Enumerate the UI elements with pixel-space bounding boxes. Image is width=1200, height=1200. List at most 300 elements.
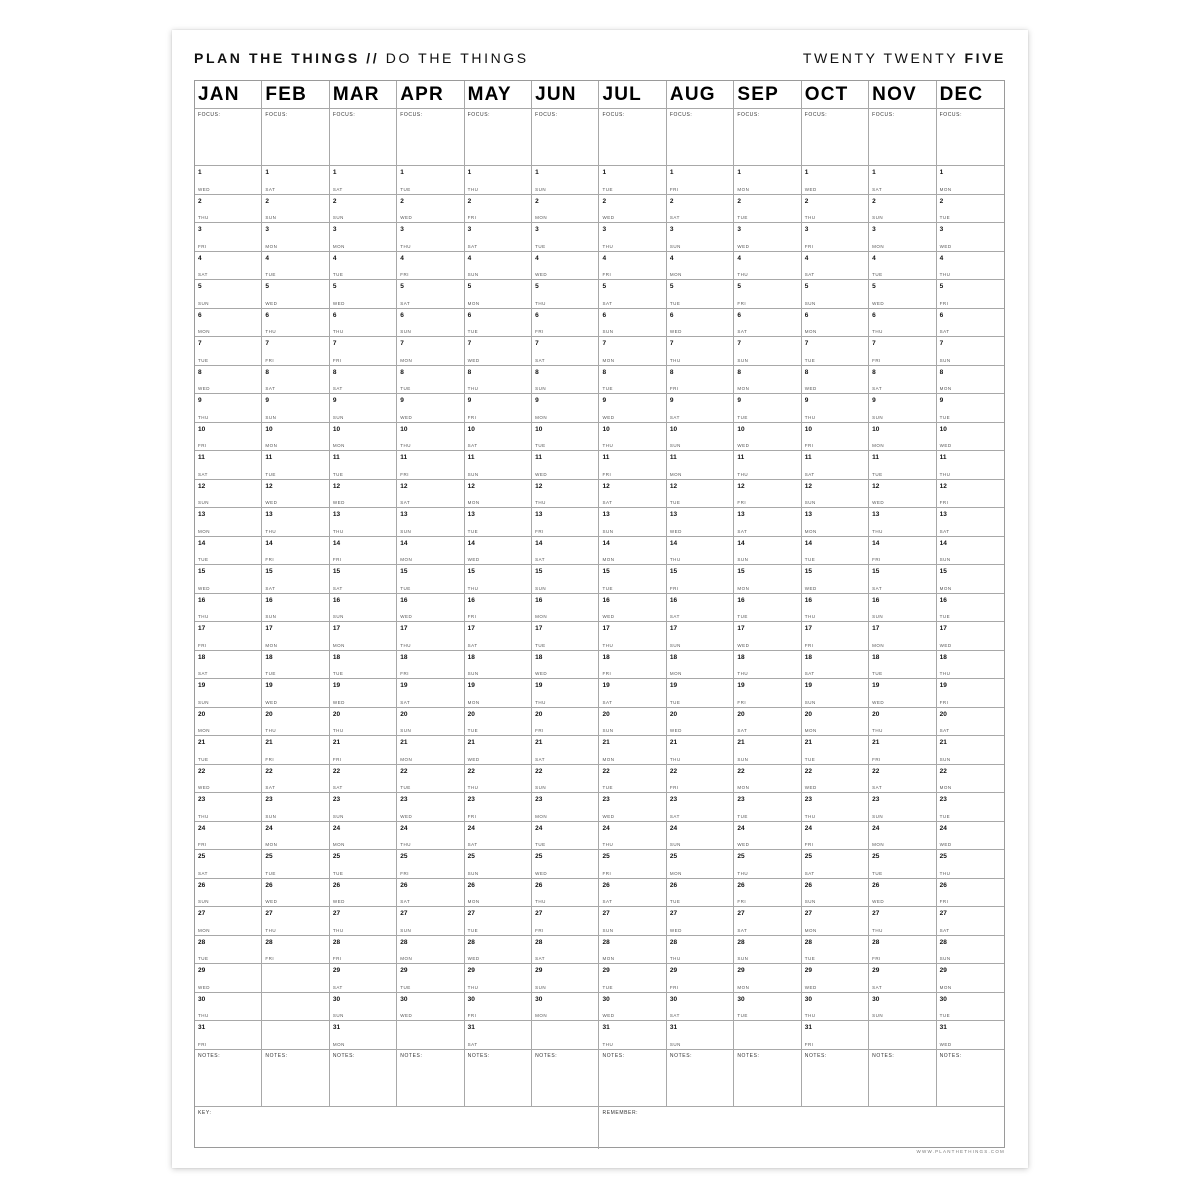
day-cell[interactable] xyxy=(330,594,397,623)
day-cell[interactable] xyxy=(869,736,936,765)
day-cell[interactable] xyxy=(599,366,666,395)
day-cell[interactable] xyxy=(465,565,532,594)
day-cell[interactable] xyxy=(195,765,262,794)
day-cell[interactable] xyxy=(532,822,599,851)
day-cell[interactable] xyxy=(599,195,666,224)
day-cell[interactable] xyxy=(330,822,397,851)
day-cell[interactable] xyxy=(802,366,869,395)
focus-cell[interactable] xyxy=(937,109,1004,166)
day-cell[interactable] xyxy=(532,622,599,651)
day-cell[interactable] xyxy=(802,1021,869,1050)
day-cell[interactable] xyxy=(802,594,869,623)
day-cell[interactable] xyxy=(869,993,936,1022)
day-cell[interactable] xyxy=(465,651,532,680)
day-cell[interactable] xyxy=(869,366,936,395)
day-cell[interactable] xyxy=(262,366,329,395)
day-cell[interactable] xyxy=(734,337,801,366)
day-cell[interactable] xyxy=(869,850,936,879)
day-cell[interactable] xyxy=(667,537,734,566)
day-cell[interactable] xyxy=(734,765,801,794)
day-cell[interactable] xyxy=(667,850,734,879)
day-cell[interactable] xyxy=(734,166,801,195)
day-cell[interactable] xyxy=(397,822,464,851)
day-cell[interactable] xyxy=(330,537,397,566)
day-cell[interactable] xyxy=(937,708,1004,737)
day-cell[interactable] xyxy=(599,708,666,737)
day-cell[interactable] xyxy=(397,594,464,623)
focus-cell[interactable] xyxy=(195,109,262,166)
day-cell[interactable] xyxy=(465,1021,532,1050)
day-cell[interactable] xyxy=(195,651,262,680)
day-cell[interactable] xyxy=(802,907,869,936)
day-cell[interactable] xyxy=(532,879,599,908)
day-cell[interactable] xyxy=(667,480,734,509)
day-cell[interactable] xyxy=(937,850,1004,879)
day-cell[interactable] xyxy=(330,651,397,680)
day-cell[interactable] xyxy=(667,936,734,965)
day-cell[interactable] xyxy=(734,394,801,423)
day-cell[interactable] xyxy=(532,166,599,195)
day-cell[interactable] xyxy=(937,195,1004,224)
day-cell[interactable] xyxy=(802,223,869,252)
notes-cell[interactable] xyxy=(195,1050,262,1107)
day-cell[interactable] xyxy=(802,565,869,594)
day-cell[interactable] xyxy=(937,822,1004,851)
day-cell[interactable] xyxy=(802,537,869,566)
day-cell[interactable] xyxy=(532,964,599,993)
day-cell[interactable] xyxy=(734,309,801,338)
day-cell[interactable] xyxy=(599,223,666,252)
day-cell[interactable] xyxy=(869,879,936,908)
focus-cell[interactable] xyxy=(532,109,599,166)
day-cell[interactable] xyxy=(262,936,329,965)
day-cell[interactable] xyxy=(330,337,397,366)
day-cell[interactable] xyxy=(262,594,329,623)
day-cell[interactable] xyxy=(869,651,936,680)
day-cell[interactable] xyxy=(599,423,666,452)
day-cell[interactable] xyxy=(330,708,397,737)
day-cell[interactable] xyxy=(330,366,397,395)
day-cell[interactable] xyxy=(667,765,734,794)
day-cell[interactable] xyxy=(869,309,936,338)
day-cell[interactable] xyxy=(465,822,532,851)
day-cell[interactable] xyxy=(734,223,801,252)
day-cell[interactable] xyxy=(802,423,869,452)
day-cell[interactable] xyxy=(397,309,464,338)
day-cell[interactable] xyxy=(262,679,329,708)
day-cell[interactable] xyxy=(802,480,869,509)
day-cell[interactable] xyxy=(397,166,464,195)
day-cell[interactable] xyxy=(465,508,532,537)
day-cell[interactable] xyxy=(869,936,936,965)
day-cell[interactable] xyxy=(599,1021,666,1050)
focus-cell[interactable] xyxy=(330,109,397,166)
day-cell[interactable] xyxy=(465,736,532,765)
day-cell[interactable] xyxy=(397,223,464,252)
day-cell[interactable] xyxy=(465,480,532,509)
day-cell[interactable] xyxy=(330,765,397,794)
day-cell[interactable] xyxy=(869,451,936,480)
day-cell[interactable] xyxy=(532,223,599,252)
day-cell[interactable] xyxy=(465,964,532,993)
day-cell[interactable] xyxy=(667,394,734,423)
day-cell[interactable] xyxy=(532,337,599,366)
day-cell[interactable] xyxy=(195,679,262,708)
day-cell[interactable] xyxy=(330,679,397,708)
focus-cell[interactable] xyxy=(869,109,936,166)
day-cell[interactable] xyxy=(532,508,599,537)
day-cell[interactable] xyxy=(397,993,464,1022)
day-cell[interactable] xyxy=(465,309,532,338)
day-cell[interactable] xyxy=(262,708,329,737)
day-cell[interactable] xyxy=(330,850,397,879)
day-cell[interactable] xyxy=(195,166,262,195)
focus-cell[interactable] xyxy=(262,109,329,166)
day-cell[interactable] xyxy=(937,907,1004,936)
day-cell[interactable] xyxy=(802,964,869,993)
day-cell[interactable] xyxy=(397,480,464,509)
day-cell[interactable] xyxy=(734,736,801,765)
day-cell[interactable] xyxy=(532,480,599,509)
day-cell[interactable] xyxy=(397,195,464,224)
day-cell[interactable] xyxy=(262,394,329,423)
day-cell[interactable] xyxy=(465,679,532,708)
day-cell[interactable] xyxy=(195,480,262,509)
day-cell[interactable] xyxy=(599,907,666,936)
day-cell[interactable] xyxy=(397,708,464,737)
day-cell[interactable] xyxy=(802,736,869,765)
day-cell[interactable] xyxy=(599,964,666,993)
day-cell[interactable] xyxy=(532,394,599,423)
notes-cell[interactable] xyxy=(937,1050,1004,1107)
day-cell[interactable] xyxy=(262,195,329,224)
day-cell[interactable] xyxy=(330,1021,397,1050)
day-cell[interactable] xyxy=(937,793,1004,822)
day-cell[interactable] xyxy=(802,195,869,224)
day-cell[interactable] xyxy=(262,736,329,765)
day-cell[interactable] xyxy=(397,337,464,366)
day-cell[interactable] xyxy=(195,508,262,537)
day-cell[interactable] xyxy=(599,594,666,623)
day-cell[interactable] xyxy=(397,423,464,452)
day-cell[interactable] xyxy=(397,565,464,594)
day-cell[interactable] xyxy=(532,850,599,879)
notes-cell[interactable] xyxy=(599,1050,666,1107)
day-cell[interactable] xyxy=(937,309,1004,338)
day-cell[interactable] xyxy=(465,366,532,395)
day-cell[interactable] xyxy=(330,736,397,765)
day-cell[interactable] xyxy=(195,252,262,281)
day-cell[interactable] xyxy=(802,166,869,195)
day-cell[interactable] xyxy=(195,708,262,737)
day-cell[interactable] xyxy=(667,223,734,252)
day-cell[interactable] xyxy=(667,166,734,195)
day-cell[interactable] xyxy=(734,366,801,395)
day-cell[interactable] xyxy=(397,508,464,537)
day-cell[interactable] xyxy=(869,423,936,452)
day-cell[interactable] xyxy=(667,252,734,281)
day-cell[interactable] xyxy=(330,394,397,423)
day-cell[interactable] xyxy=(667,309,734,338)
day-cell[interactable] xyxy=(937,765,1004,794)
day-cell[interactable] xyxy=(195,964,262,993)
day-cell[interactable] xyxy=(397,879,464,908)
day-cell[interactable] xyxy=(330,879,397,908)
day-cell[interactable] xyxy=(599,309,666,338)
day-cell[interactable] xyxy=(397,651,464,680)
day-cell[interactable] xyxy=(667,1021,734,1050)
day-cell[interactable] xyxy=(195,309,262,338)
day-cell[interactable] xyxy=(599,508,666,537)
day-cell[interactable] xyxy=(937,679,1004,708)
day-cell[interactable] xyxy=(937,508,1004,537)
day-cell[interactable] xyxy=(330,451,397,480)
day-cell[interactable] xyxy=(330,508,397,537)
day-cell[interactable] xyxy=(532,907,599,936)
focus-cell[interactable] xyxy=(599,109,666,166)
day-cell[interactable] xyxy=(667,679,734,708)
day-cell[interactable] xyxy=(195,366,262,395)
day-cell[interactable] xyxy=(532,565,599,594)
day-cell[interactable] xyxy=(734,480,801,509)
day-cell[interactable] xyxy=(599,936,666,965)
day-cell[interactable] xyxy=(195,736,262,765)
day-cell[interactable] xyxy=(195,337,262,366)
day-cell[interactable] xyxy=(262,423,329,452)
focus-cell[interactable] xyxy=(734,109,801,166)
day-cell[interactable] xyxy=(937,366,1004,395)
day-cell[interactable] xyxy=(532,651,599,680)
day-cell[interactable] xyxy=(802,622,869,651)
day-cell[interactable] xyxy=(802,508,869,537)
day-cell[interactable] xyxy=(599,822,666,851)
day-cell[interactable] xyxy=(262,252,329,281)
day-cell[interactable] xyxy=(667,879,734,908)
day-cell[interactable] xyxy=(667,793,734,822)
day-cell[interactable] xyxy=(195,822,262,851)
notes-cell[interactable] xyxy=(262,1050,329,1107)
day-cell[interactable] xyxy=(465,223,532,252)
day-cell[interactable] xyxy=(869,793,936,822)
day-cell[interactable] xyxy=(599,879,666,908)
day-cell[interactable] xyxy=(330,223,397,252)
day-cell[interactable] xyxy=(195,451,262,480)
day-cell[interactable] xyxy=(667,736,734,765)
focus-cell[interactable] xyxy=(802,109,869,166)
day-cell[interactable] xyxy=(195,1021,262,1050)
day-cell[interactable] xyxy=(599,765,666,794)
day-cell[interactable] xyxy=(734,651,801,680)
day-cell[interactable] xyxy=(734,565,801,594)
day-cell[interactable] xyxy=(599,651,666,680)
day-cell[interactable] xyxy=(330,166,397,195)
day-cell[interactable] xyxy=(262,166,329,195)
day-cell[interactable] xyxy=(937,394,1004,423)
day-cell[interactable] xyxy=(532,936,599,965)
remember-box[interactable] xyxy=(599,1107,1004,1149)
day-cell[interactable] xyxy=(397,451,464,480)
day-cell[interactable] xyxy=(465,936,532,965)
day-cell[interactable] xyxy=(262,480,329,509)
day-cell[interactable] xyxy=(667,508,734,537)
day-cell[interactable] xyxy=(667,907,734,936)
day-cell[interactable] xyxy=(937,565,1004,594)
day-cell[interactable] xyxy=(465,793,532,822)
day-cell[interactable] xyxy=(667,993,734,1022)
day-cell[interactable] xyxy=(330,565,397,594)
day-cell[interactable] xyxy=(869,508,936,537)
day-cell[interactable] xyxy=(869,765,936,794)
day-cell[interactable] xyxy=(262,622,329,651)
day-cell[interactable] xyxy=(802,309,869,338)
notes-cell[interactable] xyxy=(532,1050,599,1107)
day-cell[interactable] xyxy=(599,622,666,651)
day-cell[interactable] xyxy=(330,423,397,452)
day-cell[interactable] xyxy=(802,822,869,851)
day-cell[interactable] xyxy=(937,622,1004,651)
day-cell[interactable] xyxy=(599,736,666,765)
day-cell[interactable] xyxy=(734,537,801,566)
day-cell[interactable] xyxy=(734,252,801,281)
day-cell[interactable] xyxy=(734,907,801,936)
day-cell[interactable] xyxy=(262,508,329,537)
day-cell[interactable] xyxy=(397,280,464,309)
day-cell[interactable] xyxy=(397,793,464,822)
day-cell[interactable] xyxy=(734,280,801,309)
day-cell[interactable] xyxy=(869,394,936,423)
day-cell[interactable] xyxy=(667,594,734,623)
day-cell[interactable] xyxy=(397,850,464,879)
day-cell[interactable] xyxy=(667,195,734,224)
day-cell[interactable] xyxy=(937,337,1004,366)
day-cell[interactable] xyxy=(937,736,1004,765)
day-cell[interactable] xyxy=(397,936,464,965)
day-cell[interactable] xyxy=(465,993,532,1022)
day-cell[interactable] xyxy=(599,337,666,366)
day-cell[interactable] xyxy=(262,879,329,908)
day-cell[interactable] xyxy=(532,793,599,822)
day-cell[interactable] xyxy=(532,708,599,737)
day-cell[interactable] xyxy=(734,679,801,708)
day-cell[interactable] xyxy=(397,537,464,566)
day-cell[interactable] xyxy=(869,822,936,851)
day-cell[interactable] xyxy=(937,451,1004,480)
day-cell[interactable] xyxy=(937,936,1004,965)
day-cell[interactable] xyxy=(262,565,329,594)
day-cell[interactable] xyxy=(734,195,801,224)
day-cell[interactable] xyxy=(667,280,734,309)
day-cell[interactable] xyxy=(465,765,532,794)
notes-cell[interactable] xyxy=(667,1050,734,1107)
day-cell[interactable] xyxy=(734,451,801,480)
day-cell[interactable] xyxy=(465,879,532,908)
day-cell[interactable] xyxy=(465,594,532,623)
day-cell[interactable] xyxy=(262,850,329,879)
day-cell[interactable] xyxy=(262,223,329,252)
day-cell[interactable] xyxy=(262,907,329,936)
day-cell[interactable] xyxy=(937,166,1004,195)
day-cell[interactable] xyxy=(802,394,869,423)
day-cell[interactable] xyxy=(195,850,262,879)
day-cell[interactable] xyxy=(802,879,869,908)
day-cell[interactable] xyxy=(195,993,262,1022)
day-cell[interactable] xyxy=(532,736,599,765)
day-cell[interactable] xyxy=(802,451,869,480)
day-cell[interactable] xyxy=(734,850,801,879)
day-cell[interactable] xyxy=(465,537,532,566)
day-cell[interactable] xyxy=(802,793,869,822)
day-cell[interactable] xyxy=(465,850,532,879)
day-cell[interactable] xyxy=(532,280,599,309)
day-cell[interactable] xyxy=(465,708,532,737)
day-cell[interactable] xyxy=(734,936,801,965)
day-cell[interactable] xyxy=(330,480,397,509)
day-cell[interactable] xyxy=(937,1021,1004,1050)
day-cell[interactable] xyxy=(667,423,734,452)
day-cell[interactable] xyxy=(330,907,397,936)
day-cell[interactable] xyxy=(869,280,936,309)
day-cell[interactable] xyxy=(262,822,329,851)
notes-cell[interactable] xyxy=(734,1050,801,1107)
day-cell[interactable] xyxy=(465,166,532,195)
day-cell[interactable] xyxy=(599,394,666,423)
day-cell[interactable] xyxy=(465,423,532,452)
day-cell[interactable] xyxy=(532,993,599,1022)
day-cell[interactable] xyxy=(869,223,936,252)
notes-cell[interactable] xyxy=(397,1050,464,1107)
day-cell[interactable] xyxy=(262,537,329,566)
day-cell[interactable] xyxy=(869,195,936,224)
day-cell[interactable] xyxy=(869,166,936,195)
day-cell[interactable] xyxy=(195,594,262,623)
day-cell[interactable] xyxy=(667,964,734,993)
day-cell[interactable] xyxy=(195,537,262,566)
day-cell[interactable] xyxy=(734,622,801,651)
day-cell[interactable] xyxy=(667,651,734,680)
day-cell[interactable] xyxy=(262,280,329,309)
day-cell[interactable] xyxy=(397,765,464,794)
day-cell[interactable] xyxy=(734,879,801,908)
day-cell[interactable] xyxy=(195,936,262,965)
day-cell[interactable] xyxy=(262,337,329,366)
day-cell[interactable] xyxy=(195,879,262,908)
day-cell[interactable] xyxy=(599,166,666,195)
key-box[interactable] xyxy=(195,1107,599,1149)
day-cell[interactable] xyxy=(330,793,397,822)
day-cell[interactable] xyxy=(397,907,464,936)
day-cell[interactable] xyxy=(667,337,734,366)
day-cell[interactable] xyxy=(937,423,1004,452)
day-cell[interactable] xyxy=(937,480,1004,509)
day-cell[interactable] xyxy=(465,252,532,281)
day-cell[interactable] xyxy=(465,280,532,309)
day-cell[interactable] xyxy=(195,280,262,309)
day-cell[interactable] xyxy=(532,765,599,794)
day-cell[interactable] xyxy=(599,565,666,594)
day-cell[interactable] xyxy=(937,537,1004,566)
day-cell[interactable] xyxy=(532,423,599,452)
focus-cell[interactable] xyxy=(397,109,464,166)
day-cell[interactable] xyxy=(599,850,666,879)
day-cell[interactable] xyxy=(734,822,801,851)
day-cell[interactable] xyxy=(532,594,599,623)
day-cell[interactable] xyxy=(465,195,532,224)
day-cell[interactable] xyxy=(599,679,666,708)
day-cell[interactable] xyxy=(195,394,262,423)
day-cell[interactable] xyxy=(937,280,1004,309)
focus-cell[interactable] xyxy=(465,109,532,166)
day-cell[interactable] xyxy=(869,480,936,509)
